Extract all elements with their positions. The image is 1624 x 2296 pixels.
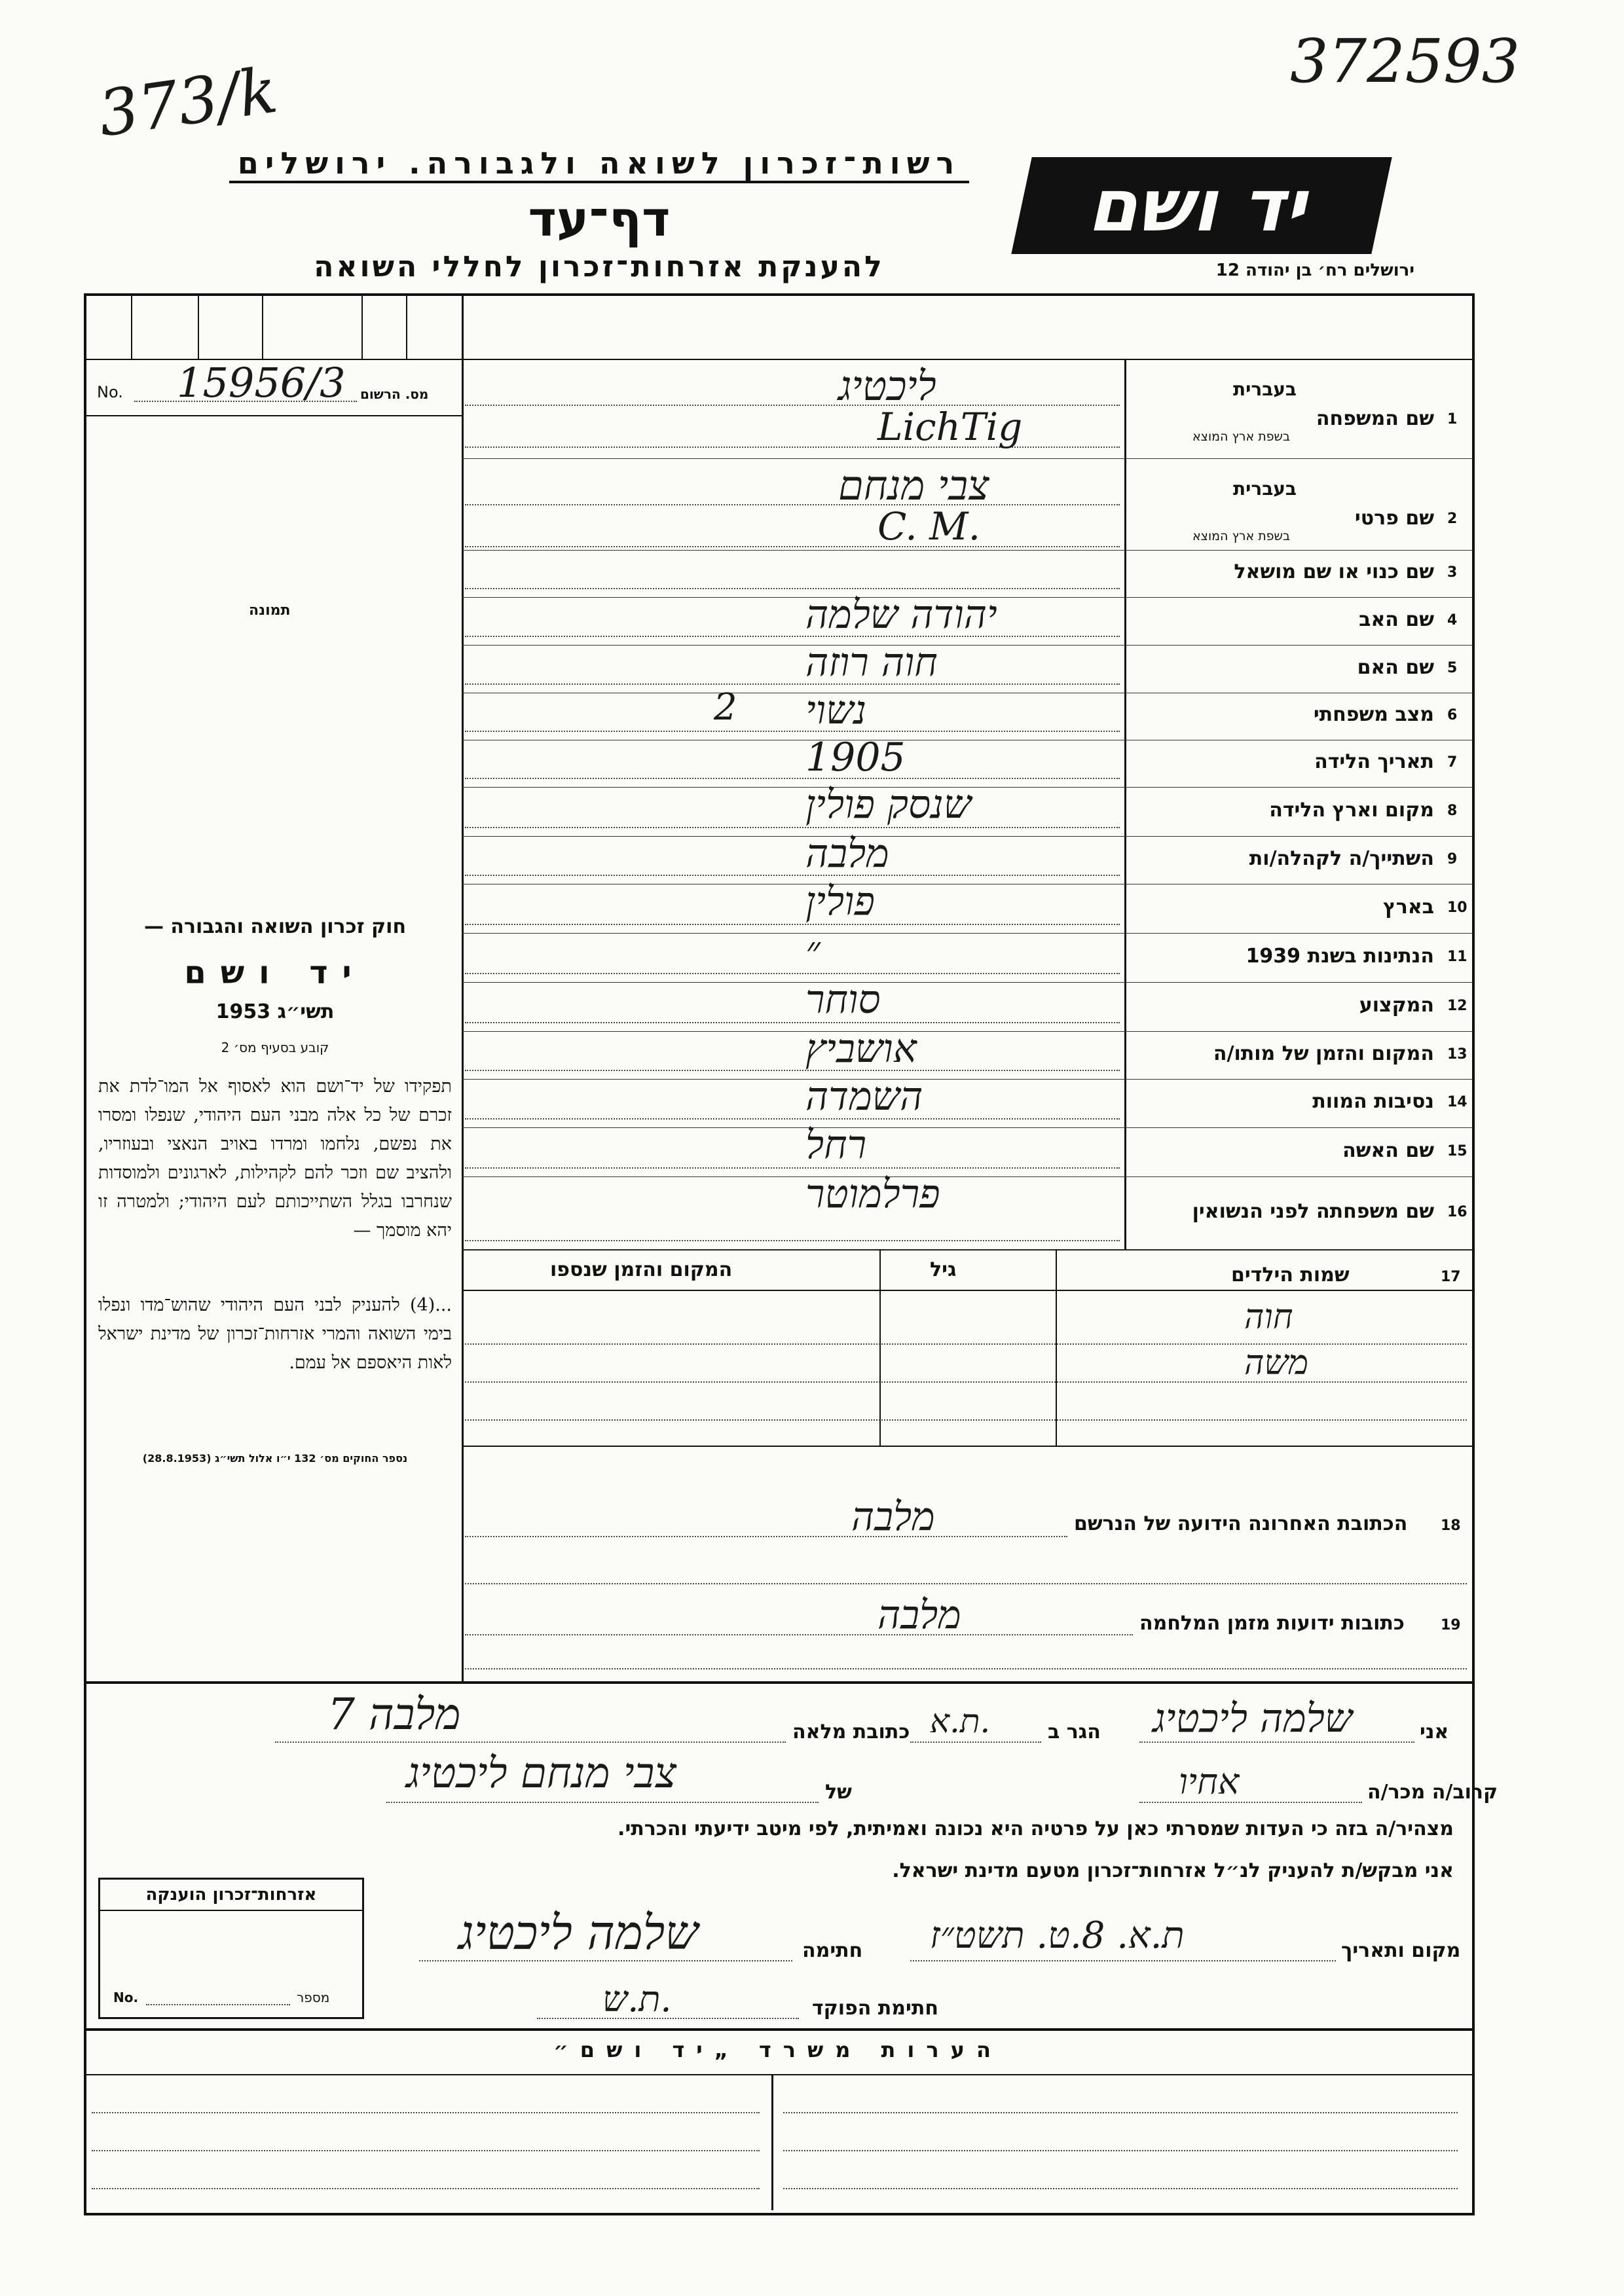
field-value-latin-1: LichTig bbox=[877, 405, 1023, 449]
law-clause: קובע בסעיף מס׳ 2 bbox=[221, 1040, 329, 1055]
signature-label: חתימה bbox=[802, 1939, 863, 1962]
field-sub-origin-2: בשפת ארץ המוצא bbox=[1192, 529, 1290, 543]
stamp-no-he: מספר bbox=[297, 1990, 330, 2005]
field-value-7: 1905 bbox=[805, 735, 906, 780]
declarant-city: ת.א. bbox=[930, 1702, 991, 1740]
value-line bbox=[465, 546, 1120, 547]
deceased-name-decl: צבי מנחם ליכטיג bbox=[406, 1749, 676, 1798]
decl-address-label: כתובת מלאה bbox=[792, 1721, 910, 1743]
law-title: חוק זכרון השואה והגבורה — bbox=[143, 915, 407, 938]
org-name: רשות־זכרון לשואה ולגבורה. ירושלים bbox=[229, 145, 969, 183]
officer-signature-label: חתימת הפוקד bbox=[812, 1997, 938, 2020]
officer-signature: ת.ש. bbox=[602, 1978, 672, 2020]
value-line bbox=[465, 588, 1120, 589]
value-line bbox=[465, 778, 1120, 779]
children-age-header: גיל bbox=[930, 1258, 957, 1281]
decl-lives-label: הגר ב bbox=[1048, 1721, 1101, 1743]
row-separator bbox=[462, 458, 1472, 459]
field-number-11: 11 bbox=[1447, 948, 1467, 965]
war-address-value: מלבה bbox=[877, 1592, 961, 1638]
field-number-16: 16 bbox=[1447, 1203, 1467, 1220]
relation-value: אחיו bbox=[1179, 1761, 1240, 1802]
photo-label: תמונה bbox=[249, 602, 291, 619]
form-title: דף־עד bbox=[528, 191, 671, 247]
value-line bbox=[465, 1167, 1120, 1169]
field-value-15: רחל bbox=[805, 1122, 867, 1168]
field-number-6: 6 bbox=[1447, 707, 1458, 723]
row-separator bbox=[462, 1031, 1472, 1032]
value-line bbox=[465, 636, 1120, 637]
row-separator bbox=[462, 550, 1472, 551]
row-separator bbox=[462, 1249, 1472, 1250]
row-separator bbox=[462, 1079, 1472, 1080]
field-value-9: מלבה bbox=[805, 831, 889, 877]
row-separator bbox=[462, 836, 1472, 837]
children-place-header: המקום והזמן שנספו bbox=[550, 1258, 733, 1281]
field-number-14: 14 bbox=[1447, 1094, 1467, 1110]
yad-vashem-logo: יד ושם bbox=[1011, 157, 1392, 254]
remarks-title: הערות משרד „יד ושם״ bbox=[553, 2037, 1003, 2062]
document-number: 372593 bbox=[1290, 26, 1521, 96]
field-label-2: שם פרטי bbox=[1354, 507, 1434, 530]
field-sub-origin-1: בשפת ארץ המוצא bbox=[1192, 429, 1290, 444]
field-number-15: 15 bbox=[1447, 1142, 1467, 1159]
value-line bbox=[465, 1240, 1120, 1241]
field-label-3: שם כנוי או שם מושאל bbox=[1234, 560, 1434, 583]
office-address: ירושלים רח׳ בן יהודה 12 bbox=[1215, 261, 1414, 280]
field-label-16: שם משפחתה לפני הנשואין bbox=[1192, 1199, 1434, 1223]
form-subtitle: להענקת אזרחות־זכרון לחללי השואה bbox=[314, 250, 885, 283]
row-separator bbox=[462, 933, 1472, 934]
value-line bbox=[465, 1022, 1120, 1023]
request-statement: אני מבקש/ת להעניק לנ״ל אזרחות־זכרון מטעם מדינת ישראל. bbox=[892, 1859, 1454, 1882]
field-number-7: 7 bbox=[1447, 754, 1458, 771]
field-number-17: 17 bbox=[1441, 1269, 1461, 1285]
field-label-11: הנתינות בשנת 1939 bbox=[1246, 944, 1434, 968]
place-date-label: מקום ותאריך bbox=[1341, 1939, 1461, 1962]
children-names-header: שמות הילדים bbox=[1231, 1264, 1350, 1286]
field-value-13: אושביץ bbox=[805, 1026, 917, 1072]
field-number-1: 1 bbox=[1447, 411, 1458, 428]
registration-number: 15956/3 bbox=[177, 359, 346, 407]
place-date-value: ת.א. 8.ט. תשט״ז bbox=[930, 1914, 1185, 1957]
field-value-4: יהודה שלמה bbox=[805, 592, 997, 638]
field-number-8: 8 bbox=[1447, 802, 1458, 819]
value-line bbox=[465, 1070, 1120, 1071]
field-label-15: שם האשה bbox=[1342, 1139, 1434, 1162]
last-address-value: מלבה bbox=[851, 1494, 935, 1540]
declarant-address: מלבה 7 bbox=[327, 1689, 461, 1740]
field-number-13: 13 bbox=[1447, 1046, 1467, 1063]
stamp-box-title: אזרחות־זכרון הוענקה bbox=[100, 1885, 362, 1911]
field-value-16: פרלמוטר bbox=[805, 1171, 940, 1217]
row-separator bbox=[462, 645, 1472, 646]
value-line bbox=[465, 875, 1120, 876]
field-number-5: 5 bbox=[1447, 659, 1458, 676]
field-value-6: נשוי bbox=[805, 687, 867, 733]
field-sub-hebrew-2: בעברית bbox=[1232, 478, 1297, 500]
value-line bbox=[465, 1118, 1120, 1120]
decl-of-label: של bbox=[825, 1781, 852, 1804]
field-number-19: 19 bbox=[1441, 1617, 1461, 1633]
law-year: תשי״ג 1953 bbox=[215, 1000, 335, 1023]
field-label-6: מצב משפחתי bbox=[1313, 703, 1434, 726]
child-name-2: משה bbox=[1244, 1343, 1309, 1383]
value-line bbox=[465, 504, 1120, 505]
law-text-clause: ...(4) להעניק לבני העם היהודי שהוש־מדו ונפלו בימי השואה והמרי אזרחות־זכרון של מדינת ישראל לאות היאספם אל עמם. bbox=[98, 1295, 452, 1373]
row-separator bbox=[462, 1127, 1472, 1128]
field-value-8: שנסק פולין bbox=[805, 782, 972, 828]
declarant-name: שלמה ליכטיג bbox=[1153, 1696, 1353, 1741]
field-value-14: השמדה bbox=[805, 1074, 923, 1120]
last-address-label: הכתובת האחרונה הידועה של הנרשם bbox=[1074, 1512, 1408, 1535]
field-value-2: צבי מנחם bbox=[838, 462, 989, 509]
field-label-7: תאריך הלידה bbox=[1314, 750, 1434, 773]
value-line bbox=[465, 731, 1120, 732]
child-name-1: חוה bbox=[1244, 1298, 1293, 1337]
archive-mark: 373/k bbox=[94, 53, 282, 151]
field-label-8: מקום וארץ הלידה bbox=[1269, 798, 1434, 822]
field-label-10: בארץ bbox=[1382, 895, 1434, 919]
decl-relative-label: קרוב/ה מכר/ה bbox=[1367, 1781, 1498, 1804]
law-reference: נספר החוקים מס׳ 132 י״ו אלול תשי״ג (28.8.1953) bbox=[142, 1452, 408, 1465]
field-number-3: 3 bbox=[1447, 564, 1458, 581]
citizenship-stamp-box bbox=[98, 1878, 364, 2019]
row-separator bbox=[462, 982, 1472, 983]
field-number-9: 9 bbox=[1447, 850, 1458, 867]
field-number-4: 4 bbox=[1447, 611, 1458, 629]
value-line bbox=[465, 924, 1120, 925]
field-label-13: המקום והזמן של מותו/ה bbox=[1213, 1042, 1434, 1065]
field-value-5: חוה רוזה bbox=[805, 640, 938, 685]
field-label-14: נסיבות המוות bbox=[1312, 1090, 1434, 1113]
value-line bbox=[465, 827, 1120, 828]
field-sub-hebrew-1: בעברית bbox=[1232, 378, 1297, 400]
field-number-2: 2 bbox=[1447, 511, 1458, 527]
field-number-10: 10 bbox=[1447, 899, 1467, 916]
reg-label: מס. הרשום bbox=[360, 386, 429, 402]
law-text-main: תפקידו של יד־ושם הוא לאסוף אל המו־לדת את זכרם של כל אלה מבני העם היהודי, שנפלו ומסרו את נפשם, נלחמו ומרדו באויב הנאצי ובעוזריו, ולהציב שם וזכר להם לקהילות, לארגונים ולמוסדות שנחרבו בגלל השתייכותם לעם היהודי; ולמטרה זו יהא מוסמך — bbox=[98, 1076, 452, 1241]
field-value-11: ״ bbox=[805, 928, 821, 974]
value-line bbox=[465, 973, 1120, 974]
field-value-1: ליכטיג bbox=[838, 362, 936, 410]
field-label-4: שם האב bbox=[1359, 608, 1434, 631]
reg-no-prefix: No. bbox=[97, 383, 123, 401]
field-value-latin-2: C. M. bbox=[877, 504, 981, 549]
field-label-12: המקצוע bbox=[1359, 993, 1434, 1017]
field-label-9: השתייך/ה לקהלה/ות bbox=[1249, 847, 1434, 870]
row-separator bbox=[462, 1176, 1472, 1177]
field-number-18: 18 bbox=[1441, 1518, 1461, 1534]
decl-i-label: אני bbox=[1420, 1721, 1449, 1743]
field-value-12: סוחר bbox=[805, 977, 881, 1023]
field-label-5: שם האם bbox=[1357, 655, 1434, 679]
declaration-statement: מצהיר/ה בזה כי העדות שמסרתי כאן על פרטיה היא נכונה ואמיתית, לפי מיטב ידיעתי והכרתי. bbox=[618, 1817, 1454, 1840]
stamp-no-label: No. bbox=[113, 1990, 139, 2005]
field-number-12: 12 bbox=[1447, 997, 1467, 1014]
law-name: יד ושם bbox=[184, 955, 366, 991]
value-line bbox=[465, 683, 1120, 685]
field-extra-6: 2 bbox=[714, 686, 737, 729]
field-label-1: שם המשפחה bbox=[1316, 407, 1434, 430]
declarant-signature: שלמה ליכטיג bbox=[458, 1905, 699, 1960]
field-value-10: פולין bbox=[805, 879, 875, 924]
war-address-label: כתובות ידועות מזמן המלחמה bbox=[1139, 1612, 1405, 1635]
